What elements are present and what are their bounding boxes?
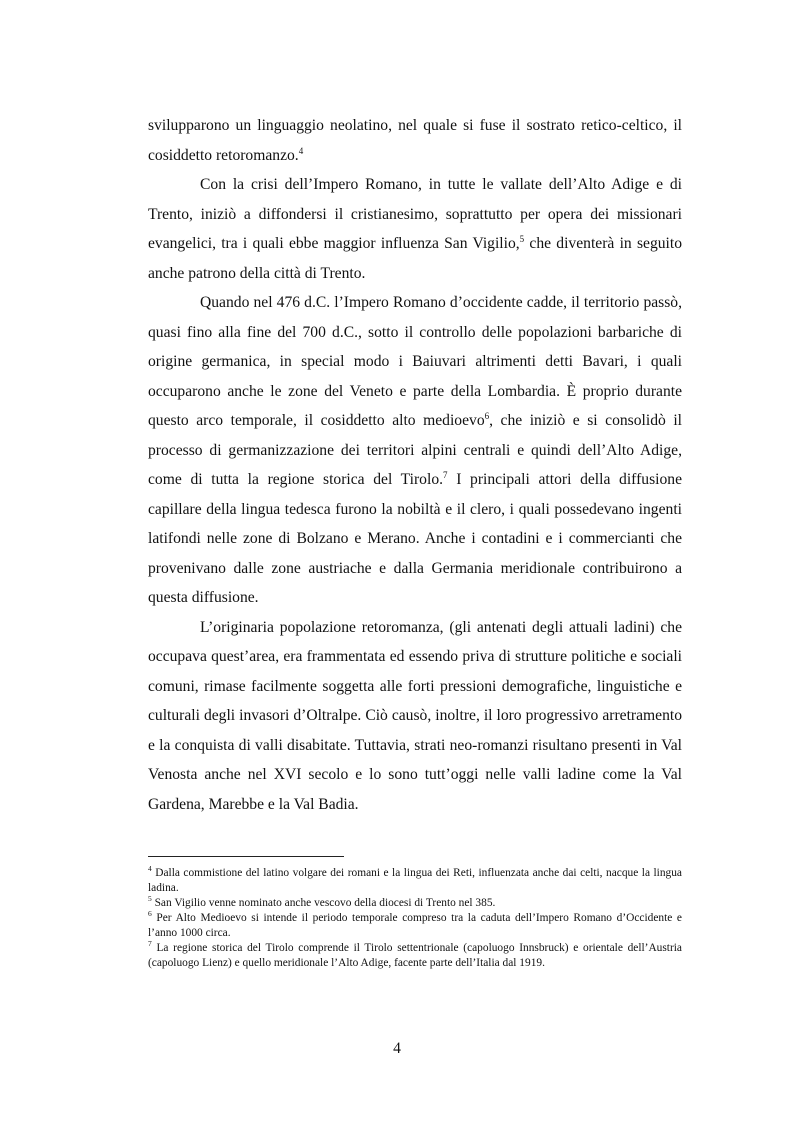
footnote-number: 5: [148, 894, 152, 904]
paragraph-4: [148, 613, 682, 820]
footnote-separator: [148, 856, 344, 857]
body-text: [148, 111, 682, 819]
paragraph-text: , che iniziò e si consolidò il processo di germanizzazione dei territori alpini centrali e quindi dell’Alto Adige, come di tutta la regione storica del Tirolo.: [148, 412, 682, 488]
footnote-ref-5[interactable]: 5: [519, 233, 525, 244]
footnote-text: La regione storica del Tirolo comprende il Tirolo settentrionale (capoluogo Innsbruck) e orientale dell’Austria (capoluogo Lienz) e quello meridionale l’Alto Adige, facente parte dell’Italia dal 1919.: [148, 942, 682, 969]
paragraph-3: [148, 288, 682, 613]
footnote-ref-6[interactable]: 6: [484, 410, 490, 421]
footnote-text: San Vigilio venne nominato anche vescovo della diocesi di Trento nel 385.: [151, 897, 496, 909]
footnotes: [148, 866, 682, 971]
footnote-ref-4[interactable]: 4: [298, 145, 304, 156]
paragraph-2: [148, 170, 682, 288]
page-number: 4: [393, 1040, 401, 1057]
footnote-ref-7[interactable]: 7: [443, 469, 448, 480]
footnote-5: [148, 896, 682, 911]
paragraph-text: Con la crisi dell’Impero Romano, in tutte le vallate dell’Alto Adige e di Trento, iniziò a diffondersi il cristianesimo, soprattutto per opera dei missionari evangelici, tra i quali ebbe maggior influenza San Vigilio,: [148, 176, 682, 252]
footnote-text: Dalla commistione del latino volgare dei romani e la lingua dei Reti, influenzata anche dai celti, nacque la lingua ladina.: [148, 867, 682, 894]
footnote-number: 7: [148, 939, 152, 949]
footnote-number: 4: [148, 864, 152, 874]
paragraph-text: Quando nel 476 d.C. l’Impero Romano d’occidente cadde, il territorio passò, quasi fino alla fine del 700 d.C., sotto il controllo delle popolazioni barbariche di origine germanica, in special modo i Baiuvari altrimenti detti Bavari, i quali occuparono anche le zone del Veneto e parte della Lombardia. È proprio durante questo arco temporale, il cosiddetto alto medioevo: [148, 294, 682, 429]
footnote-number: 6: [148, 909, 152, 919]
footnote-6: [148, 911, 682, 941]
paragraph-text: che diventerà in seguito anche patrono della città di Trento.: [148, 235, 683, 282]
footnote-7: [148, 941, 682, 971]
paragraph-text: I principali attori della diffusione capillare della lingua tedesca furono la nobiltà e il clero, i quali possedevano ingenti latifondi nelle zone di Bolzano e Merano. Anche i contadini e i commercianti che provenivano dalle zone austriache e dalla Germania meridionale contribuirono a questa diffusione.: [148, 471, 682, 606]
paragraph-text: svilupparono un linguaggio neolatino, nel quale si fuse il sostrato retico-celtico, il cosiddetto retoromanzo.: [148, 117, 682, 164]
footnote-text: Per Alto Medioevo si intende il periodo temporale compreso tra la caduta dell’Impero Romano d’Occidente e l’anno 1000 circa.: [148, 912, 682, 939]
footnote-4: [148, 866, 682, 896]
paragraph-text: L’originaria popolazione retoromanza, (gli antenati degli attuali ladini) che occupava quest’area, era frammentata ed essendo priva di strutture politiche e sociali comuni, rimase facilmente soggetta alle forti pressioni demografiche, linguistiche e culturali degli invasori d’Oltralpe. Ciò causò, inoltre, il loro progressivo arretramento e la conquista di valli disabitate. Tuttavia, strati neo-romanzi risultano presenti in Val Venosta anche nel XVI secolo e lo sono tutt’oggi nelle valli ladine come la Val Gardena, Marebbe e la Val Badia.: [148, 618, 682, 813]
paragraph-1: [148, 111, 682, 170]
